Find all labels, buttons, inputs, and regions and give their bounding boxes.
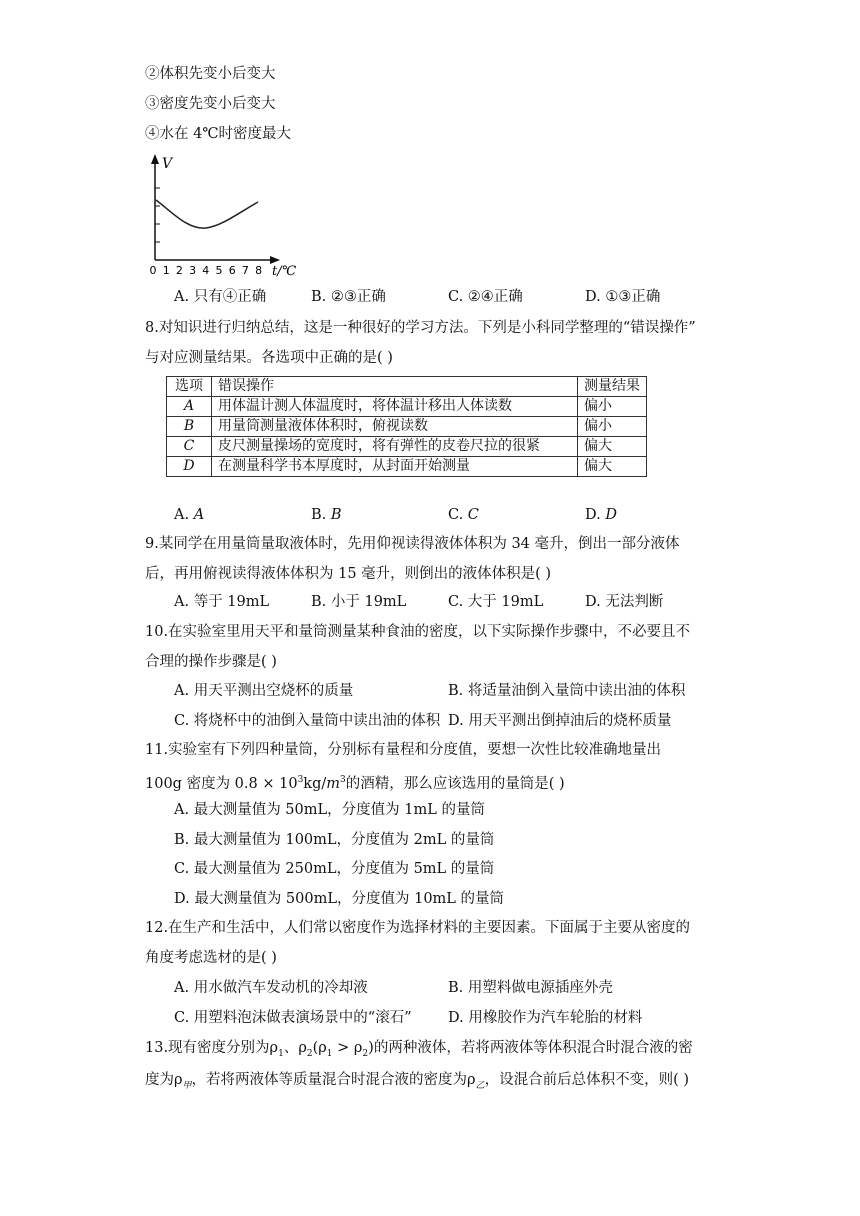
q11-stem-line2: 100g 密度为 $0.8 \times 10^3kg/m^3$的酒精，那么应该选用的量筒是( ) [145,775,565,792]
row-key: C [183,438,195,454]
x-tick-label: 7 [241,264,249,277]
header-result: 测量结果 [578,377,647,397]
q8-option-b[interactable]: B. B [311,507,342,523]
x-tick-label: 2 [175,264,183,277]
volume-curve [156,200,258,228]
x-tick-label: 8 [255,264,263,277]
row-result: 偏小 [578,397,647,417]
q11-option-b[interactable]: B. 最大测量值为 100mL，分度值为 2mL 的量筒 [174,832,495,848]
q9-option-b[interactable]: B. 小于 19mL [311,594,407,610]
q9-option-c[interactable]: C. 大于 19mL [448,594,544,610]
q11-option-d[interactable]: D. 最大测量值为 500mL，分度值为 10mL 的量筒 [174,891,505,907]
q10-option-c[interactable]: C. 将烧杯中的油倒入量筒中读出油的体积 [174,713,441,729]
q11-option-c[interactable]: C. 最大测量值为 250mL，分度值为 5mL 的量筒 [174,861,495,877]
statement-2: ②体积先变小后变大 [145,66,276,82]
q10-option-a[interactable]: A. 用天平测出空烧杯的质量 [174,683,354,699]
x-tick-label: 4 [202,264,210,277]
q8-stem-line2: 与对应测量结果。各选项中正确的是( ) [145,350,393,366]
x-tick-label: 5 [215,264,223,277]
y-axis-arrow [151,154,159,164]
row-result: 偏小 [578,417,647,437]
q7-option-c[interactable]: C. ②④正确 [448,289,523,305]
x-tick-label: 1 [162,264,170,277]
q10-stem-line2: 合理的操作步骤是( ) [145,654,277,670]
x-tick-label: 0 [149,264,157,277]
row-result: 偏大 [578,457,647,477]
volume-temperature-graph [140,152,310,280]
q11-option-a[interactable]: A. 最大测量值为 50mL，分度值为 1mL 的量筒 [174,802,485,818]
table-row [167,417,647,437]
q9-stem-line1: 9.某同学在用量筒量取液体时，先用仰视读得液体体积为 34 毫升，倒出一部分液体 [145,536,680,552]
q10-stem-line1: 10.在实验室里用天平和量筒测量某种食油的密度，以下实际操作步骤中，不必要且不 [145,624,691,640]
x-tick-label: 6 [228,264,236,277]
q10-option-b[interactable]: B. 将适量油倒入量筒中读出油的体积 [448,683,686,699]
row-operation: 用量筒测量液体体积时，俯视读数 [212,417,578,437]
q12-option-d[interactable]: D. 用橡胶作为汽车轮胎的材料 [448,1010,643,1026]
q7-option-b[interactable]: B. ②③正确 [311,289,386,305]
x-axis-arrow [270,256,280,264]
table-row [167,437,647,457]
q7-option-d[interactable]: D. ①③正确 [585,289,661,305]
x-tick-label: 3 [189,264,197,277]
row-key: B [183,418,195,434]
row-operation: 用体温计测人体温度时，将体温计移出人体读数 [212,397,578,417]
table-row [167,457,647,477]
q7-option-a[interactable]: A. 只有④正确 [174,289,267,305]
table-row [167,397,647,417]
q12-option-c[interactable]: C. 用塑料泡沫做表演场景中的“滚石” [174,1010,412,1026]
q8-option-a[interactable]: A. A [174,507,205,523]
q9-stem-line2: 后，再用俯视读得液体体积为 15 毫升，则倒出的液体体积是( ) [145,566,552,582]
q11-stem-line1: 11.实验室有下列四种量筒，分别标有量程和分度值，要想一次性比较准确地量出 [145,742,662,758]
q12-stem-line1: 12.在生产和生活中，人们常以密度作为选择材料的主要因素。下面属于主要从密度的 [145,920,691,936]
q9-option-a[interactable]: A. 等于 19mL [174,594,270,610]
statement-4: ④水在 4℃时密度最大 [145,126,292,142]
q8-option-d[interactable]: D. D [585,507,617,523]
header-operation: 错误操作 [212,377,578,397]
q10-option-d[interactable]: D. 用天平测出倒掉油后的烧杯质量 [448,713,672,729]
q13-stem-line1: 13.现有密度分别为$\rho_1$、$\rho_2(\rho_1 > \rho_2)$的两种液体，若将两液体等体积混合时混合液的密 [145,1040,693,1059]
row-key: D [183,458,195,474]
row-result: 偏大 [578,437,647,457]
table-header-row [167,377,647,397]
row-operation: 皮尺测量操场的宽度时，将有弹性的皮卷尺拉的很紧 [212,437,578,457]
q12-option-b[interactable]: B. 用塑料做电源插座外壳 [448,980,613,996]
q12-option-a[interactable]: A. 用水做汽车发动机的冷却液 [174,980,368,996]
row-operation: 在测量科学书本厚度时，从封面开始测量 [212,457,578,477]
q12-stem-line2: 角度考虑选材的是( ) [145,950,277,966]
header-option: 选项 [167,377,212,397]
error-operation-table [166,376,647,477]
y-axis-label: V [162,156,173,172]
statement-3: ③密度先变小后变大 [145,96,276,112]
q13-stem-line2: 度为$\rho_甲$，若将两液体等质量混合时混合液的密度为$\rho_乙$，设混合前后总体积不变，则( ) [145,1072,690,1091]
row-key: A [183,398,195,414]
x-axis-label: t/℃ [272,264,297,279]
q8-stem-line1: 8.对知识进行归纳总结，这是一种很好的学习方法。下列是小科同学整理的“错误操作” [145,320,696,336]
q9-option-d[interactable]: D. 无法判断 [585,594,664,610]
q8-option-c[interactable]: C. C [448,507,479,523]
